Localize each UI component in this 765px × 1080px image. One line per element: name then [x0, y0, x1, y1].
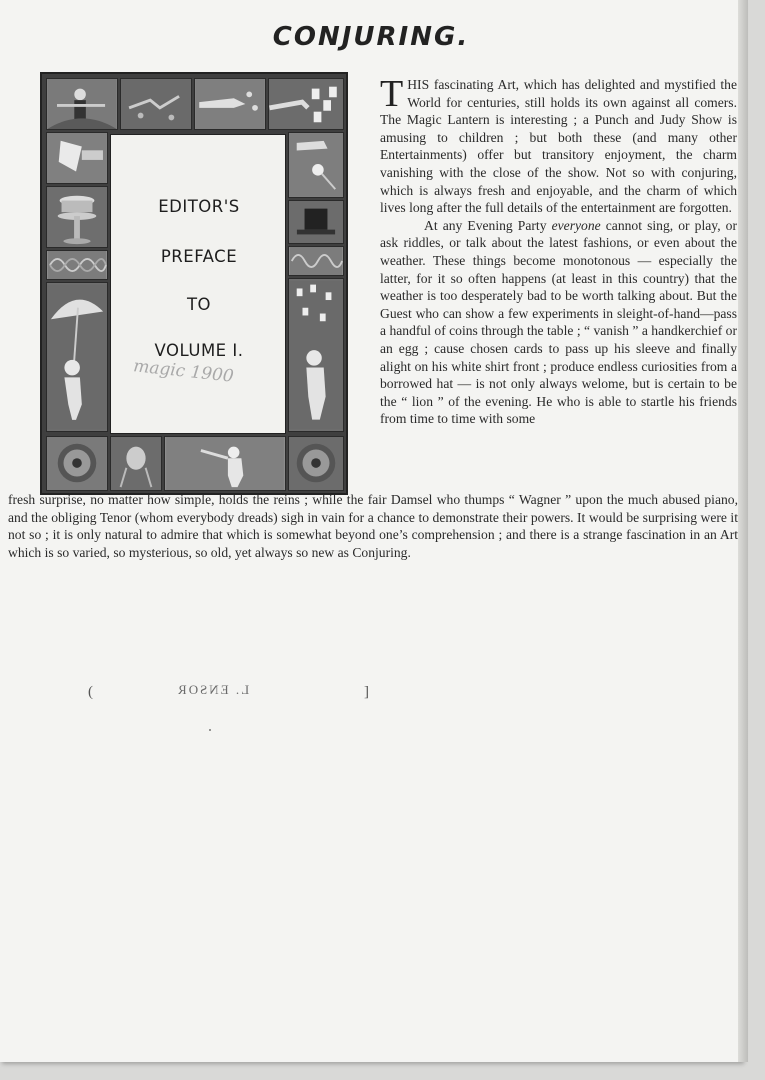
hand-wand-icon	[288, 132, 344, 198]
preface-line-2: PREFACE	[160, 247, 238, 266]
footer-ensor-mirrored: L. ENSOR	[176, 682, 250, 697]
preface-line-1: EDITOR'S	[158, 197, 240, 216]
cups-icon	[46, 186, 108, 248]
speck	[209, 729, 211, 731]
paragraph-2-emphasis: everyone	[551, 217, 601, 233]
cherub-cards-icon	[288, 278, 344, 432]
preface-line-4: VOLUME I.	[154, 341, 244, 360]
footer-mark-left: (	[88, 684, 93, 700]
paragraph-1-text: HIS fascinating Art, which has delighted and mystified the World for centuries, still holds its own against all comers. The Magic Lantern is interesting ; a Punch and Judy Show is amusing to children ; but both these (and many other Entertainments) offer but transitory enjoyment, the charm vanishing with the close of the show. Not so with conjuring, which is always fresh and enjoyable, and the charm of which lives long after the full details of the entertainment are forgotten.	[380, 77, 737, 216]
ornament-right	[288, 246, 344, 276]
hands-icon	[120, 78, 192, 130]
wheel-icon	[46, 436, 108, 491]
editors-preface-plate	[40, 72, 348, 495]
pencil-note: magic 1900	[132, 356, 235, 387]
cherub-umbrella-icon	[46, 282, 108, 432]
article-continuation: fresh surprise, no matter how simple, holds the reins ; while the fair Damsel who thumps “ Wagner ” upon the much abused piano, and the obliging Tenor (whom everybody dreads) sigh in vain for a chance to demonstrate their powers. It would be surprising were it not so ; it is only natural to admire that which is somewhat beyond one’s comprehension ; and there is a strange fascination in an Art which is so varied, so mysterious, so old, yet always so new as Conjuring.	[8, 492, 738, 560]
preface-panel	[110, 134, 286, 434]
cherub-pistol-icon	[164, 436, 286, 491]
hand-flowers-icon	[194, 78, 266, 130]
preface-line-3: TO	[186, 295, 212, 314]
footer-mark-right: ]	[364, 684, 369, 700]
magician-icon	[46, 78, 118, 130]
hat-icon	[288, 200, 344, 244]
page-title: CONJURING.	[272, 22, 470, 52]
paragraph-2-text: cannot sing, or play, or ask riddles, or talk about the latest fashions, or even about the weather. These things become monotonous — especially the latter, for it so often happens (at least in this country) that the weather is too desperately bad to be worth talking about. But the Guest who can show a few experiments in sleight-of-hand—pass a handful of coins through the table ; “ vanish ” a handkerchief or an egg ; cause chosen cards to pass up his sleeve and finally alight on his white shirt front ; produce endless curiosities from a borrowed hat — is not only always welome, but is certain to be the “ lion ” of the evening. He who is able to startle his friends from time to time with some	[380, 217, 738, 427]
cage-icon	[110, 436, 162, 491]
article-column	[380, 73, 738, 428]
wheel-icon-right	[288, 436, 344, 491]
page-edge	[738, 0, 748, 1062]
drop-cap: T	[380, 73, 404, 115]
paragraph-2-start: At any Evening Party	[424, 217, 552, 233]
cards-icon	[268, 78, 344, 130]
paragraph-1	[380, 73, 737, 217]
hand-handkerchief-icon	[46, 132, 108, 184]
ornament-left	[46, 250, 108, 280]
paragraph-2	[380, 217, 737, 428]
